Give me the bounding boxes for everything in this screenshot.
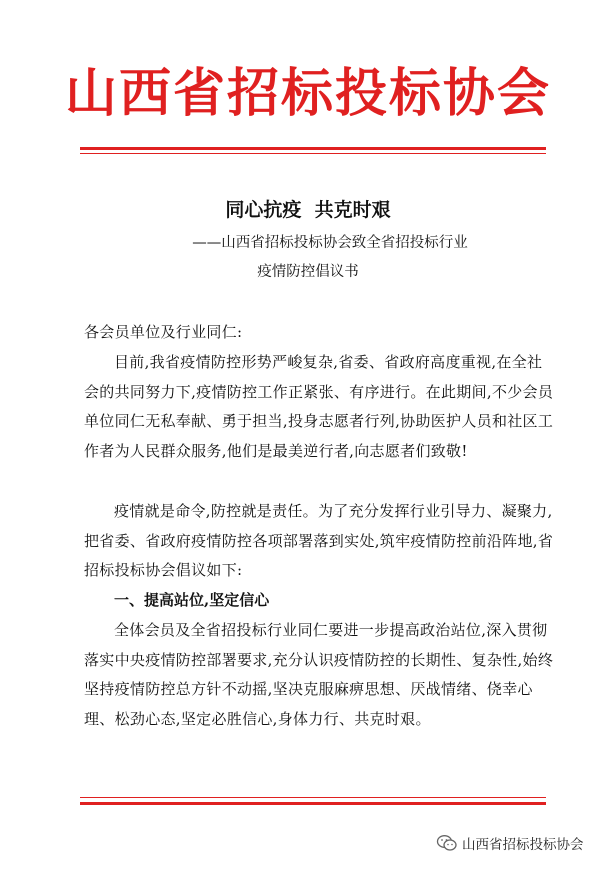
paragraph-3: 全体会员及全省招投标行业同仁要进一步提高政治站位,深入贯彻落实中央疫情防控部署要求,充分认识疫情防控的长期性、复杂性,始终坚持疫情防控总方针不动摇,坚决克服麻痹思想、厌战情绪、侥幸心理、松劲心态,坚定必胜信心,身体力行、共克时艰。 bbox=[84, 621, 554, 728]
footer-rule-thick bbox=[80, 802, 546, 805]
salutation: 各会员单位及行业同仁: bbox=[84, 323, 243, 341]
header-rule-thick bbox=[80, 147, 546, 150]
document-subtitle-line1: ——山西省招标投标协会致全省招投标行业 bbox=[192, 235, 468, 251]
paragraph-2: 疫情就是命令,防控就是责任。为了充分发挥行业引导力、凝聚力,把省委、省政府疫情防控各项部署落到实处,筑牢疫情防控前沿阵地,省招标投标协会倡议如下: bbox=[84, 502, 554, 579]
paragraph-1: 目前,我省疫情防控形势严峻复杂,省委、省政府高度重视,在全社会的共同努力下,疫情防控工作正紧张、有序进行。在此期间,不少会员单位同仁无私奉献、勇于担当,投身志愿者行列,协助医护人员和社区工作者为人民群众服务,他们是最美逆行者,向志愿者们致敬! bbox=[84, 353, 554, 460]
watermark-text: 山西省招标投标协会 bbox=[462, 837, 584, 853]
section-heading: 一、提高站位,坚定信心 bbox=[114, 591, 270, 609]
document-title: 同心抗疫 共克时艰 bbox=[225, 199, 391, 221]
org-name-header: 山西省招标投标协会 bbox=[64, 63, 551, 124]
footer-rule-thin bbox=[80, 797, 546, 798]
wechat-icon bbox=[436, 834, 458, 852]
wechat-watermark bbox=[436, 832, 584, 854]
header-rule-thin bbox=[80, 153, 546, 154]
document-subtitle-line2: 疫情防控倡议书 bbox=[257, 264, 359, 280]
